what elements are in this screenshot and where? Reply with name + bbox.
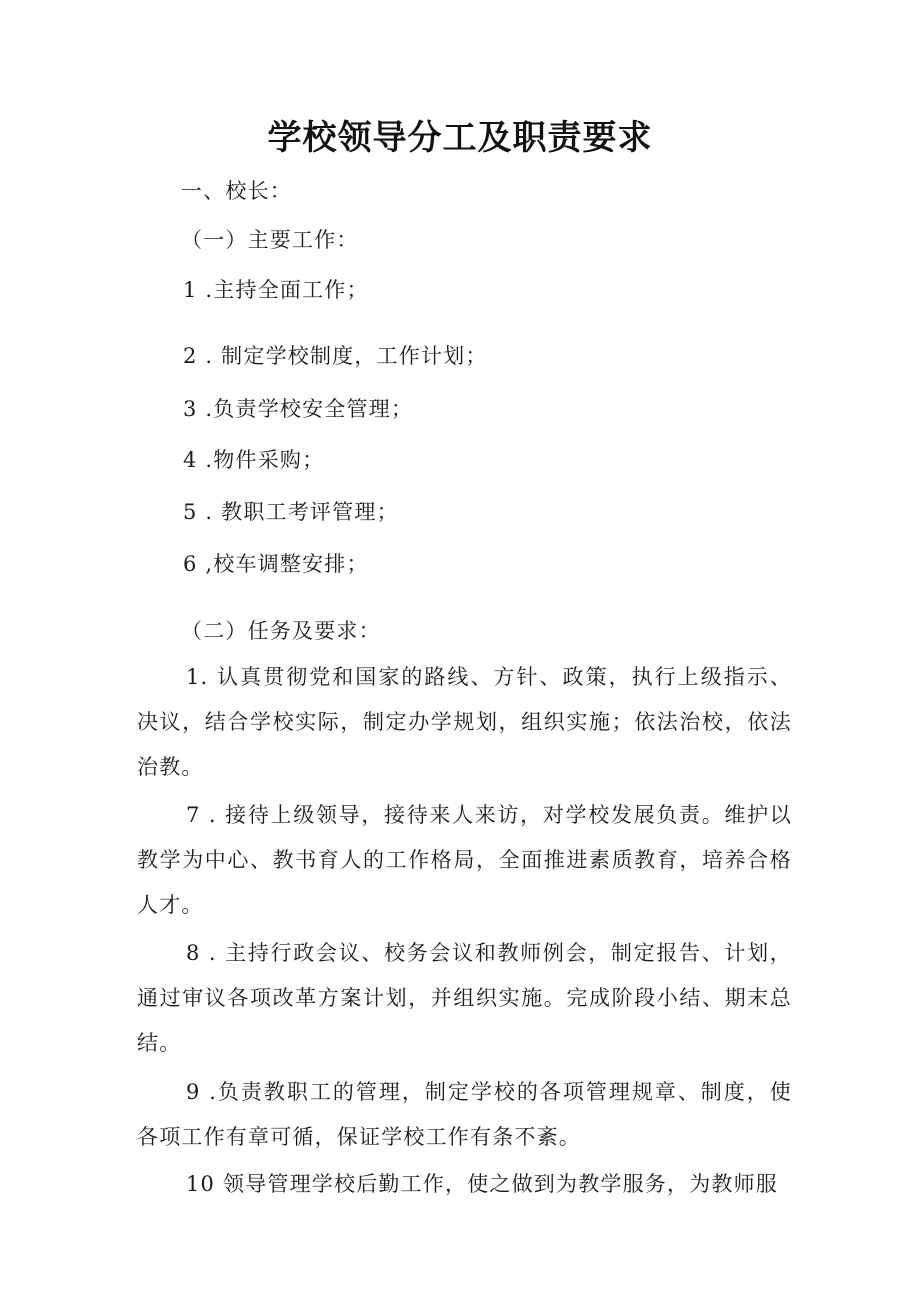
main-work-item: 1 .主持全面工作； xyxy=(183,278,369,302)
section-heading: 一、校长： xyxy=(181,179,292,203)
subsection-heading: （一）主要工作： xyxy=(181,228,359,252)
main-work-item: 6 ,校车调整安排； xyxy=(183,552,369,576)
main-work-item: 5 . 教职工考评管理； xyxy=(183,500,399,524)
task-paragraph: 7 . 接待上级领导，接待来人来访，对学校发展负责。维护以教学为中心、教书育人的工作格局，全面推进素质教育，培养合格人才。 xyxy=(137,803,792,917)
main-work-item: 2 . 制定学校制度，工作计划； xyxy=(183,344,488,368)
task-paragraph: 1. 认真贯彻党和国家的路线、方针、政策，执行上级指示、决议，结合学校实际，制定办学规划，组织实施；依法治校，依法治教。 xyxy=(137,665,792,779)
document-title: 学校领导分工及职责要求 xyxy=(267,118,653,158)
task-paragraph: 10 领导管理学校后勤工作，使之做到为教学服务，为教师服 xyxy=(186,1172,778,1196)
task-paragraph: 8 . 主持行政会议、校务会议和教师例会，制定报告、计划，通过审议各项改革方案计划，并组织实施。完成阶段小结、期末总结。 xyxy=(137,941,792,1055)
subsection-heading: （二）任务及要求： xyxy=(181,619,381,643)
task-paragraph: 9 .负责教职工的管理，制定学校的各项管理规章、制度，使各项工作有章可循，保证学校工作有条不紊。 xyxy=(137,1080,792,1149)
main-work-item: 3 .负责学校安全管理； xyxy=(183,397,414,421)
main-work-item: 4 .物件采购； xyxy=(183,448,325,472)
